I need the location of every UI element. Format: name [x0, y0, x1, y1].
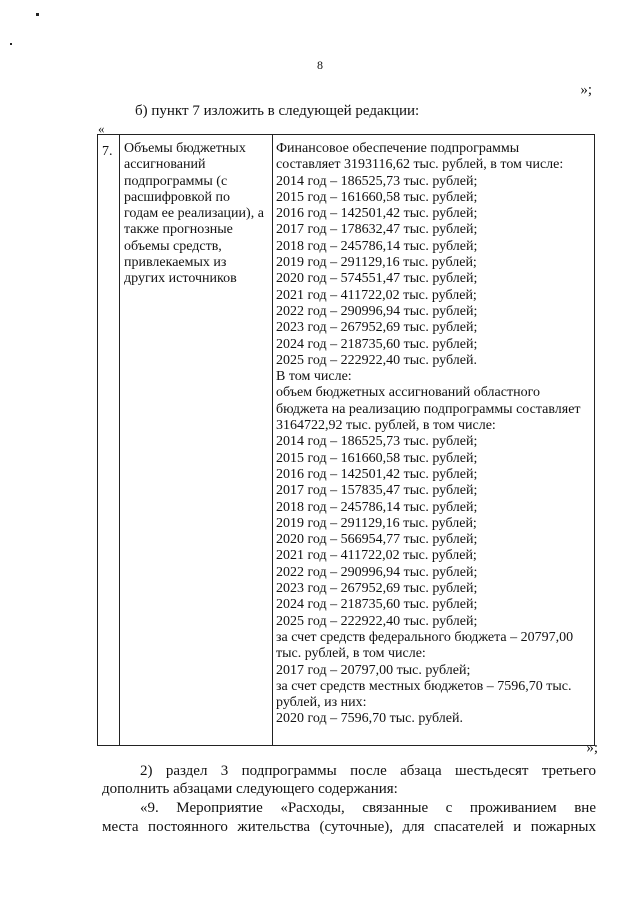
closing-quote-top: »;: [580, 82, 592, 98]
budget-table: [97, 134, 595, 746]
content-line: 2023 год – 267952,69 тыс. рублей;: [276, 320, 478, 336]
content-line: 2017 год – 20797,00 тыс. рублей;: [276, 662, 471, 678]
content-line: 2017 год – 178632,47 тыс. рублей;: [276, 222, 478, 238]
intro-text: б) пункт 7 изложить в следующей редакции:: [135, 103, 420, 119]
content-line: 2020 год – 574551,47 тыс. рублей;: [276, 271, 478, 287]
scan-mark: [10, 43, 12, 45]
content-line: 2024 год – 218735,60 тыс. рублей;: [276, 336, 478, 352]
content-line: 2018 год – 245786,14 тыс. рублей;: [276, 238, 478, 254]
content-line: за счет средств федерального бюджета – 20797,00: [276, 629, 574, 645]
content-line: объем бюджетных ассигнований областного: [276, 385, 540, 401]
content-line: 2019 год – 291129,16 тыс. рублей;: [276, 515, 477, 531]
label-line: ассигнований: [124, 157, 206, 173]
content-line: за счет средств местных бюджетов – 7596,70 тыс.: [276, 678, 572, 694]
label-line: привлекаемых из: [124, 255, 227, 271]
scan-mark: [36, 13, 39, 16]
content-line: 2020 год – 7596,70 тыс. рублей.: [276, 711, 463, 727]
content-line: 2016 год – 142501,42 тыс. рублей;: [276, 206, 478, 222]
content-line: 2016 год – 142501,42 тыс. рублей;: [276, 466, 478, 482]
content-line: 2024 год – 218735,60 тыс. рублей;: [276, 597, 478, 613]
label-line: объемы средств,: [124, 238, 222, 254]
page-number: 8: [317, 58, 323, 72]
content-line: 2022 год – 290996,94 тыс. рублей;: [276, 303, 478, 319]
content-line: 2017 год – 157835,47 тыс. рублей;: [276, 483, 478, 499]
content-line: В том числе:: [276, 369, 352, 385]
label-line: годам ее реализации), а: [124, 206, 264, 222]
content-line: 2018 год – 245786,14 тыс. рублей;: [276, 499, 478, 515]
column-divider: [119, 135, 120, 745]
content-line: 2020 год – 566954,77 тыс. рублей;: [276, 532, 478, 548]
paragraph-2: 2) раздел 3 подпрограммы после абзаца шестьдесят третьего дополнить абзацами следующего содержания:: [102, 763, 596, 797]
content-line: 2014 год – 186525,73 тыс. рублей;: [276, 173, 478, 189]
content-line: бюджета на реализацию подпрограммы составляет: [276, 401, 581, 417]
content-line: 2025 год – 222922,40 тыс. рублей;: [276, 613, 478, 629]
content-line: 3164722,92 тыс. рублей, в том числе:: [276, 418, 496, 434]
label-line: подпрограммы (с: [124, 173, 228, 189]
content-line: 2025 год – 222922,40 тыс. рублей.: [276, 352, 477, 368]
content-line: тыс. рублей, в том числе:: [276, 646, 426, 662]
content-line: 2014 год – 186525,73 тыс. рублей;: [276, 434, 478, 450]
content-line: Финансовое обеспечение подпрограммы: [276, 141, 520, 156]
content-line: составляет 3193116,62 тыс. рублей, в том числе:: [276, 157, 564, 173]
row-content: [276, 141, 594, 728]
content-line: 2015 год – 161660,58 тыс. рублей;: [276, 450, 478, 466]
content-line: 2021 год – 411722,02 тыс. рублей;: [276, 287, 477, 303]
opening-quote: «: [98, 121, 105, 136]
label-line: также прогнозные: [124, 222, 233, 238]
content-line: 2021 год – 411722,02 тыс. рублей;: [276, 548, 477, 564]
label-line: других источников: [124, 271, 237, 287]
paragraph-3: [102, 799, 596, 837]
label-line: Объемы бюджетных: [124, 141, 246, 156]
closing-quote-bottom: »;: [586, 740, 598, 756]
paragraph-3-line-2: места постоянного жительства (суточные), для спасателей и пожарных: [102, 819, 596, 835]
row-number: 7.: [102, 144, 113, 159]
label-line: расшифровкой по: [124, 189, 230, 205]
content-line: рублей, из них:: [276, 695, 367, 711]
content-line: 2022 год – 290996,94 тыс. рублей;: [276, 564, 478, 580]
row-label: [124, 141, 276, 288]
content-line: 2015 год – 161660,58 тыс. рублей;: [276, 189, 478, 205]
paragraph-3-line-1: «9. Мероприятие «Расходы, связанные с проживанием вне: [140, 800, 596, 816]
content-line: 2023 год – 267952,69 тыс. рублей;: [276, 581, 478, 597]
content-line: 2019 год – 291129,16 тыс. рублей;: [276, 255, 477, 271]
